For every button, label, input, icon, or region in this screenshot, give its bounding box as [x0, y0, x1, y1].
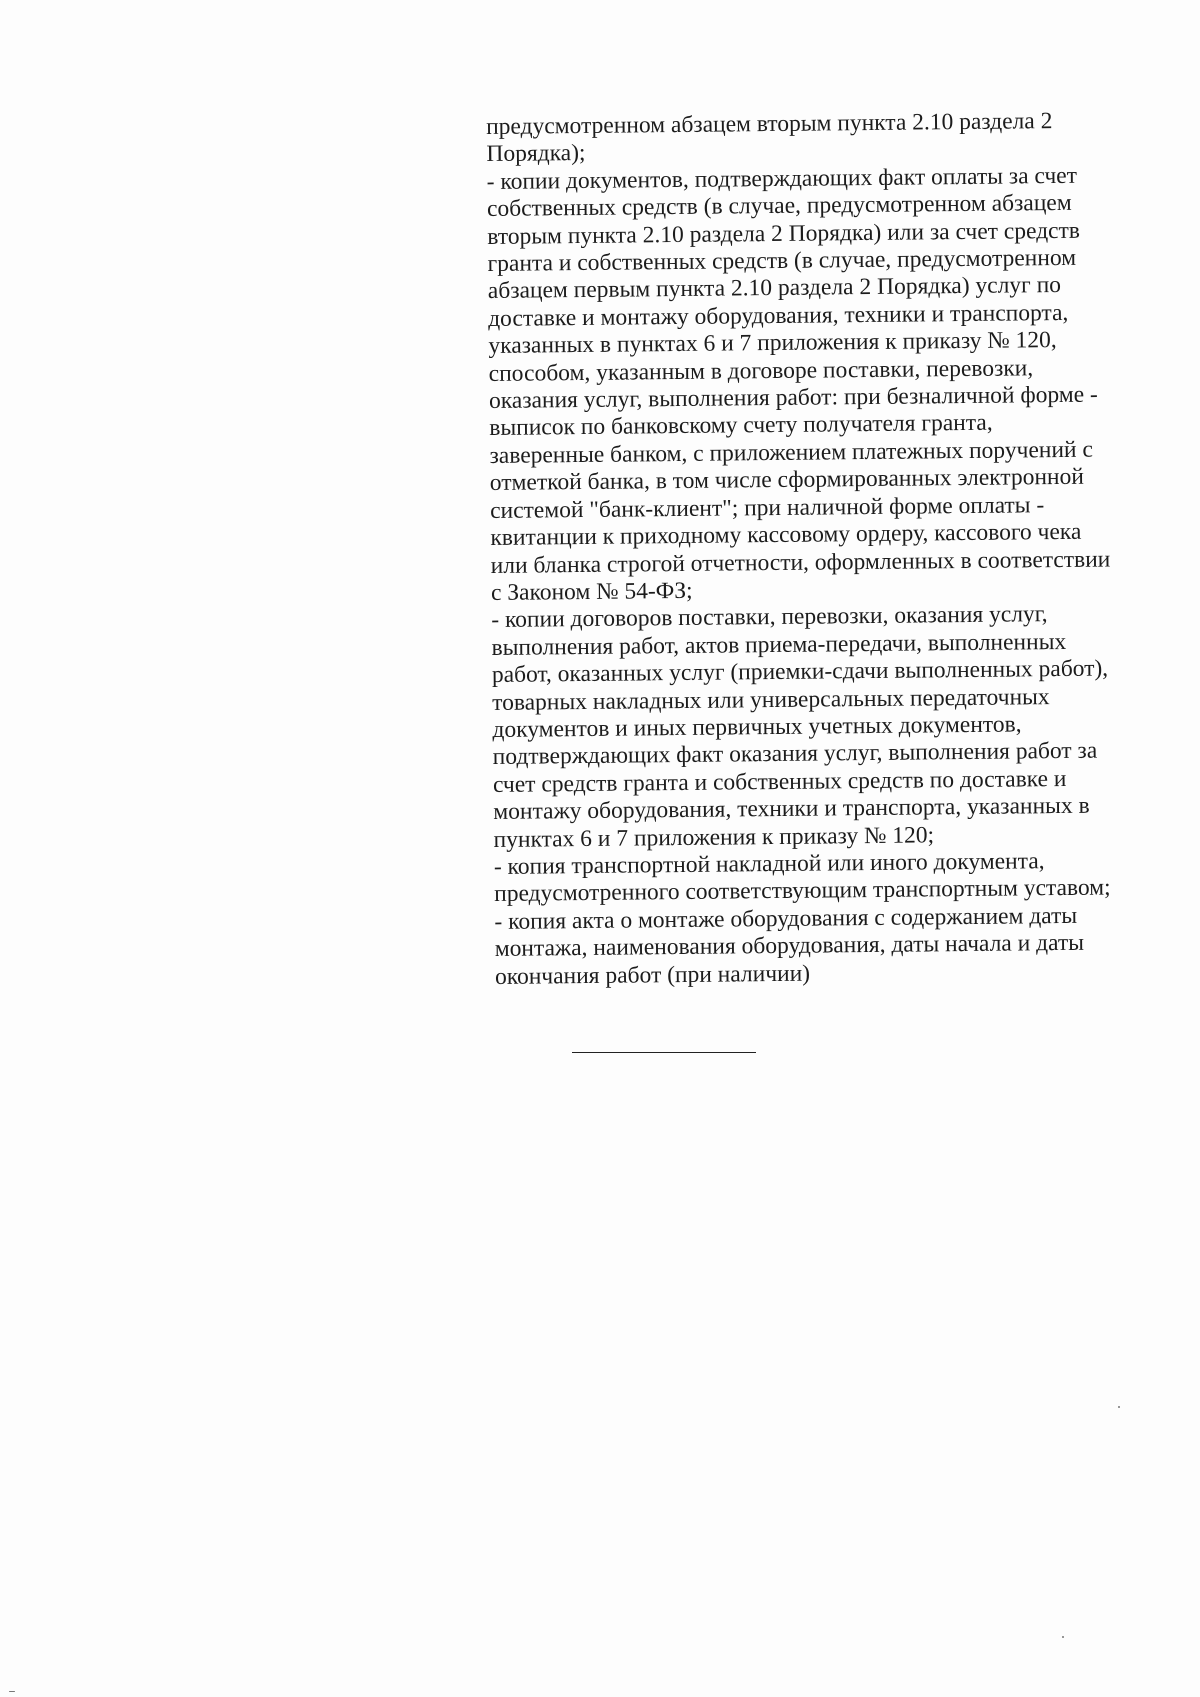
scan-speck [1118, 1406, 1120, 1408]
end-of-text-rule [572, 1052, 756, 1053]
text-line: или бланка строгой отчетности, оформленных в соответствии [490, 545, 1111, 579]
text-line: работ, оказанных услуг (приемки-сдачи выполненных работ), [491, 655, 1109, 689]
scan-speck [1062, 1636, 1064, 1638]
text-line: доставке и монтажу оборудования, техники и транспорта, [488, 299, 1069, 332]
text-line: монтажу оборудования, техники и транспорта, указанных в [493, 792, 1090, 826]
text-line: заверенные банком, с приложением платежных поручений с [489, 436, 1093, 469]
text-line: - копия транспортной накладной или иного документа, [493, 848, 1045, 880]
text-line: вторым пункта 2.10 раздела 2 Порядка) или за счет средств [487, 217, 1081, 250]
text-line: документов и иных первичных учетных документов, [492, 711, 1022, 743]
text-line: подтверждающих факт оказания услуг, выполнения работ за [492, 737, 1098, 771]
text-line: выписок по банковскому счету получателя гранта, [489, 410, 993, 442]
text-line: - копии документов, подтверждающих факт оплаты за счет [486, 162, 1078, 195]
text-line: - копия акта о монтаже оборудования с содержанием даты [494, 902, 1078, 935]
text-line: гранта и собственных средств (в случае, предусмотренном [487, 244, 1077, 278]
text-line: системой "банк-клиент"; при наличной форме оплаты - [490, 491, 1045, 524]
text-line: способом, указанным в договоре поставки, перевозки, [488, 354, 1034, 387]
text-line: пунктах 6 и 7 приложения к приказу № 120; [493, 821, 935, 853]
scan-speck [9, 1691, 15, 1692]
text-line: Порядка); [486, 140, 586, 168]
text-line: товарных накладных или универсальных передаточных [492, 683, 1050, 716]
text-line: абзацем первым пункта 2.10 раздела 2 Порядка) услуг по [487, 272, 1062, 305]
text-line: квитанции к приходному кассовому ордеру, кассового чека [490, 518, 1082, 552]
text-line: собственных средств (в случае, предусмотренном абзацем [486, 190, 1072, 223]
text-line: предусмотренном абзацем вторым пункта 2.10 раздела 2 [486, 108, 1053, 140]
text-line: - копии договоров поставки, перевозки, оказания услуг, [491, 601, 1048, 634]
document-text-block [486, 107, 1155, 991]
text-line: предусмотренного соответствующим транспортным уставом; [494, 874, 1111, 908]
text-line: счет средств гранта и собственных средств по доставке и [492, 765, 1067, 798]
text-line: оказания услуг, выполнения работ: при безналичной форме - [488, 381, 1098, 415]
text-line: отметкой банка, в том числе сформированных электронной [489, 464, 1085, 497]
text-line: монтажа, наименования оборудования, даты начала и даты [494, 929, 1085, 963]
text-line: выполнения работ, актов приема-передачи, выполненных [491, 628, 1067, 661]
text-line: с Законом № 54-ФЗ; [490, 577, 693, 606]
text-line: указанных в пунктах 6 и 7 приложения к приказу № 120, [488, 327, 1057, 360]
text-line: окончания работ (при наличии) [494, 960, 811, 990]
